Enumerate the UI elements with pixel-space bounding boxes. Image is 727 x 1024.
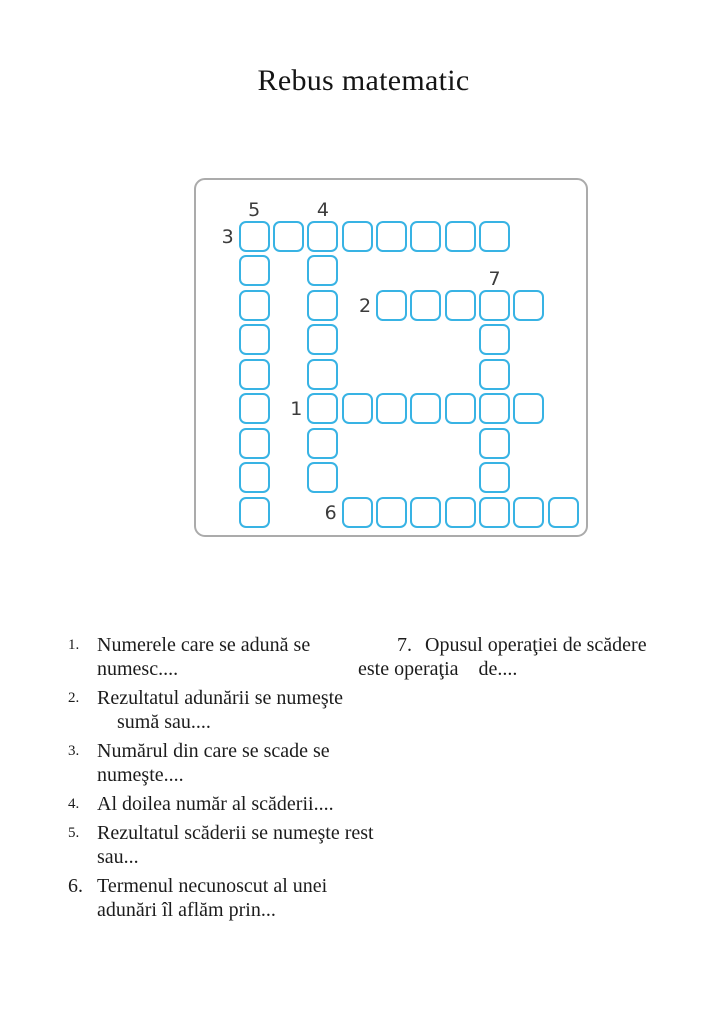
clue-text: [97, 633, 390, 681]
clue-item: [68, 633, 390, 681]
clue-text: [97, 739, 390, 787]
answer-cell[interactable]: [410, 393, 441, 424]
answer-cell[interactable]: [307, 428, 338, 459]
answer-cell[interactable]: [513, 393, 544, 424]
clue-text-line: Rezultatul scăderii se numeşte rest: [97, 822, 374, 844]
clue-number: 1.: [68, 637, 80, 653]
clue-item: [68, 686, 390, 734]
answer-cell[interactable]: [239, 428, 270, 459]
answer-cell[interactable]: [479, 462, 510, 493]
clue-text: [97, 686, 390, 734]
clue-text-line: sumă sau....: [97, 711, 211, 733]
word-number-label: 7: [488, 267, 501, 290]
clue-number: 5.: [68, 825, 80, 841]
answer-cell[interactable]: [342, 221, 373, 252]
answer-cell[interactable]: [239, 497, 270, 528]
answer-cell[interactable]: [410, 221, 441, 252]
clue-text: [97, 874, 390, 922]
word-number-label: 5: [248, 198, 261, 221]
answer-cell[interactable]: [342, 497, 373, 528]
answer-cell[interactable]: [273, 221, 304, 252]
clue-text-line: Numărul din care se scade se: [97, 740, 330, 762]
clue-text-line: numeşte....: [97, 764, 184, 786]
clue-text: [97, 821, 390, 869]
answer-cell[interactable]: [239, 221, 270, 252]
answer-cell[interactable]: [239, 324, 270, 355]
answer-cell[interactable]: [479, 393, 510, 424]
word-number-label: 1: [290, 398, 303, 421]
clue-number: 3.: [68, 743, 80, 759]
answer-cell[interactable]: [479, 324, 510, 355]
answer-cell[interactable]: [307, 462, 338, 493]
answer-cell[interactable]: [307, 221, 338, 252]
clue-number: 2.: [68, 690, 80, 706]
page-title: Rebus matematic: [257, 64, 470, 97]
answer-cell[interactable]: [410, 290, 441, 321]
clue-text-line: numesc....: [97, 658, 179, 680]
clue-number: 4.: [68, 796, 80, 812]
clue-number: 7.: [397, 634, 412, 656]
clue-text-line: Termenul necunoscut al unei: [97, 875, 328, 897]
crossword-board: [194, 178, 588, 537]
answer-cell[interactable]: [479, 497, 510, 528]
answer-cell[interactable]: [307, 359, 338, 390]
answer-cell[interactable]: [307, 290, 338, 321]
answer-cell[interactable]: [239, 393, 270, 424]
answer-cell[interactable]: [513, 290, 544, 321]
answer-cell[interactable]: [445, 393, 476, 424]
clue-item: [68, 821, 390, 869]
clue-text-line: Rezultatul adunării se numeşte: [97, 687, 344, 709]
answer-cell[interactable]: [479, 221, 510, 252]
word-number-label: 2: [358, 294, 372, 317]
answer-cell[interactable]: [479, 359, 510, 390]
clue-text-line: sau...: [97, 846, 139, 868]
word-number-label: 4: [316, 198, 329, 221]
clue-text: Opusul operaţiei de scădere: [425, 634, 647, 656]
answer-cell[interactable]: [376, 221, 407, 252]
answer-cell[interactable]: [479, 290, 510, 321]
clue-7-line-1: [358, 633, 670, 657]
clue-text-line: Numerele care se adună se: [97, 634, 311, 656]
clue-7: [358, 633, 670, 681]
answer-cell[interactable]: [479, 428, 510, 459]
answer-cell[interactable]: [410, 497, 441, 528]
answer-cell[interactable]: [513, 497, 544, 528]
clue-text: [97, 792, 390, 816]
answer-cell[interactable]: [376, 290, 407, 321]
answer-cell[interactable]: [376, 393, 407, 424]
clue-number: 6.: [68, 875, 83, 897]
answer-cell[interactable]: [239, 359, 270, 390]
clue-text-line: adunări îl aflăm prin...: [97, 899, 276, 921]
answer-cell[interactable]: [239, 255, 270, 286]
clue-7-line-2: este operaţia de....: [358, 658, 518, 680]
answer-cell[interactable]: [445, 221, 476, 252]
clue-item: [68, 792, 390, 816]
answer-cell[interactable]: [239, 290, 270, 321]
answer-cell[interactable]: [376, 497, 407, 528]
clues-list: [68, 633, 390, 927]
clue-item: [68, 739, 390, 787]
word-number-label: 3: [221, 225, 234, 248]
clue-text-line: Al doilea număr al scăderii....: [97, 793, 334, 815]
answer-cell[interactable]: [548, 497, 579, 528]
word-number-label: 6: [324, 501, 337, 524]
answer-cell[interactable]: [445, 290, 476, 321]
answer-cell[interactable]: [342, 393, 373, 424]
answer-cell[interactable]: [307, 393, 338, 424]
answer-cell[interactable]: [239, 462, 270, 493]
answer-cell[interactable]: [307, 324, 338, 355]
answer-cell[interactable]: [307, 255, 338, 286]
answer-cell[interactable]: [445, 497, 476, 528]
clue-item: [68, 874, 390, 922]
